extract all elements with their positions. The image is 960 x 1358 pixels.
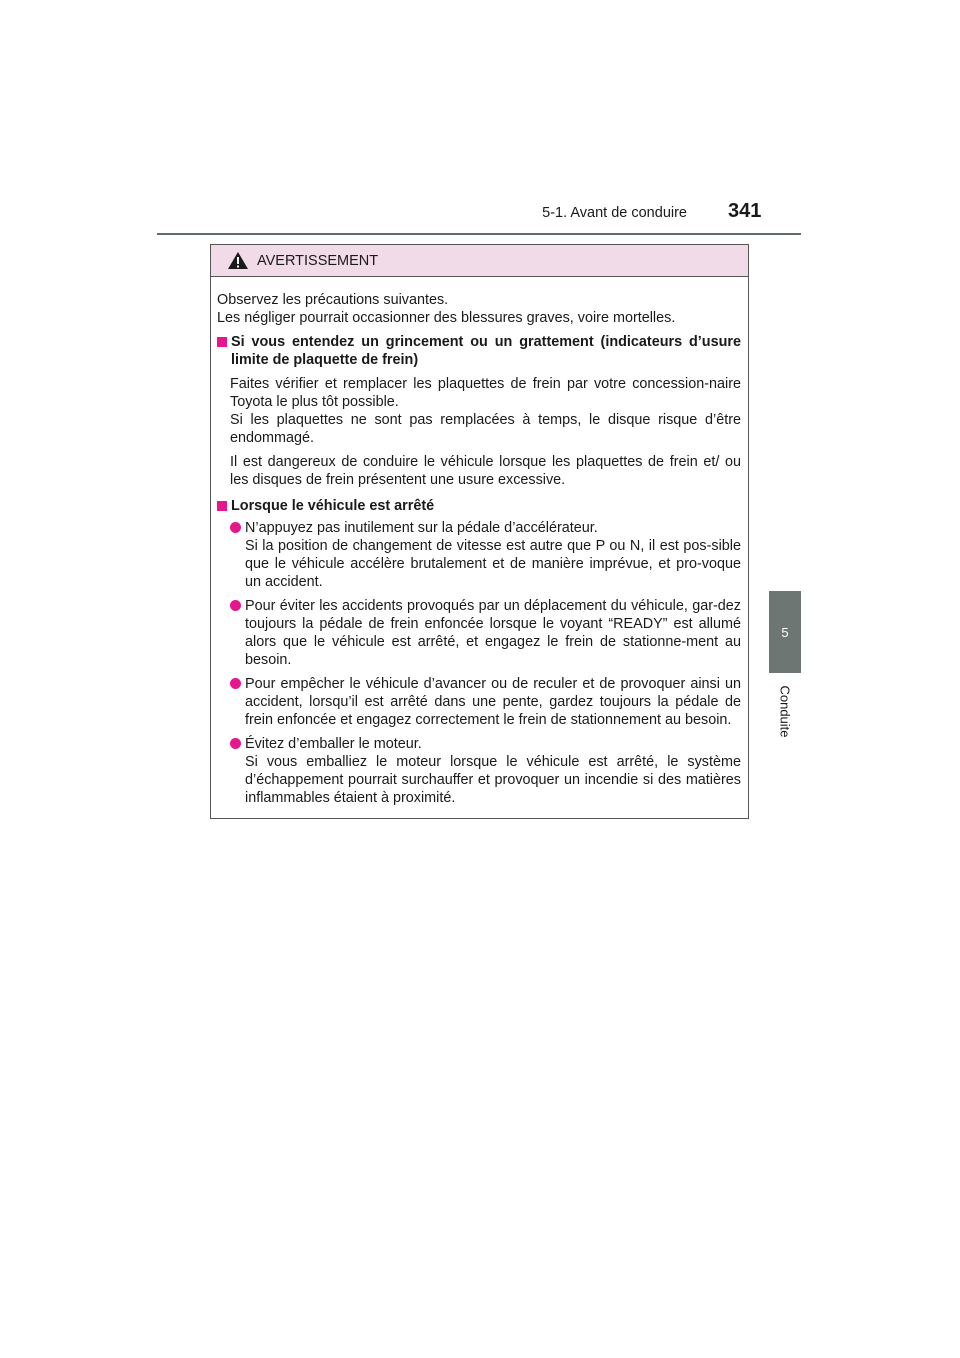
- list-item: [217, 675, 741, 729]
- chapter-label: [766, 676, 804, 746]
- warning-intro-2: Les négliger pourrait occasionner des blessures graves, voire mortelles.: [217, 310, 676, 326]
- chapter-tab: [769, 591, 801, 673]
- round-bullet-icon: [230, 600, 241, 611]
- page-number: 341: [728, 200, 762, 222]
- list-item: [217, 597, 741, 669]
- warning-title: AVERTISSEMENT: [257, 252, 379, 269]
- header-rule: [157, 233, 801, 235]
- round-bullet-icon: [230, 522, 241, 533]
- bullet-text: [245, 675, 741, 729]
- section-heading-vehicle-stopped: [217, 497, 741, 515]
- round-bullet-icon: [230, 738, 241, 749]
- header-section-title: 5-1. Avant de conduire: [542, 205, 687, 221]
- bullet-text: [245, 735, 741, 807]
- bullet-text: [245, 597, 741, 669]
- square-bullet-icon: [217, 337, 227, 347]
- list-item: [217, 735, 741, 807]
- warning-intro-1: Observez les précautions suivantes.: [217, 292, 449, 308]
- section-1-content: [217, 375, 741, 489]
- section-1-title: Si vous entendez un grincement ou un grattement (indicateurs d’usure limite de plaquette de frein): [231, 334, 741, 368]
- chapter-label-text: Conduite: [777, 684, 793, 738]
- section-1-para-1a: Faites vérifier et remplacer les plaquettes de frein par votre concession-naire Toyota le plus tôt possible.: [230, 376, 741, 410]
- bullet-text: [245, 519, 741, 591]
- warning-body: [211, 277, 748, 807]
- round-bullet-icon: [230, 678, 241, 689]
- bullet-1-line-1: N’appuyez pas inutilement sur la pédale d’accélérateur.: [245, 520, 598, 536]
- bullet-3-line-1: Pour empêcher le véhicule d’avancer ou de reculer et de provoquer ainsi un accident, lorsqu’il est arrêté dans une pente, gardez toujours la pédale de frein enfoncée et engagez correctement le frein de stationnement au besoin.: [245, 676, 741, 728]
- bullet-4-line-2: Si vous emballiez le moteur lorsque le véhicule est arrêté, le système d’échappement pourrait surchauffer et provoquer un incendie si des matières inflammables étaient à proximité.: [245, 754, 741, 806]
- section-2-title: Lorsque le véhicule est arrêté: [231, 498, 435, 514]
- warning-box: [210, 244, 749, 819]
- warning-header: [211, 245, 748, 277]
- section-heading-brake-wear: [217, 333, 741, 369]
- square-bullet-icon: [217, 501, 227, 511]
- section-1-para-1b: Si les plaquettes ne sont pas remplacées à temps, le disque risque d’être endommagé.: [230, 412, 741, 446]
- section-1-para-2: Il est dangereux de conduire le véhicule lorsque les plaquettes de frein et/ ou les disques de frein présentent une usure excessive.: [230, 454, 741, 488]
- list-item: [217, 519, 741, 591]
- bullet-1-line-2: Si la position de changement de vitesse est autre que P ou N, il est pos-sible que le véhicule accélère brutalement et de manière imprévue, et pro-voque un accident.: [245, 538, 741, 590]
- warning-triangle-icon: [227, 251, 249, 270]
- chapter-tab-number: 5: [781, 624, 789, 640]
- bullet-4-line-1: Évitez d’emballer le moteur.: [245, 736, 422, 752]
- bullet-2-line-1: Pour éviter les accidents provoqués par un déplacement du véhicule, gar-dez toujours la pédale de frein enfoncée lorsque le voyant “READY” est allumé alors que le véhicule est arrêté, et engagez le frein de stationne-ment au besoin.: [245, 598, 741, 668]
